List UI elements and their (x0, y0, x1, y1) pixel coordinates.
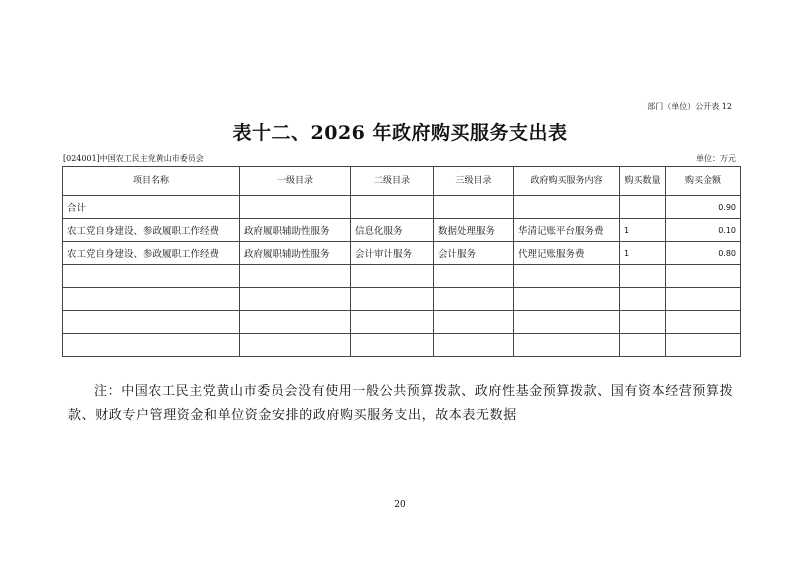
cell-level2: 会计审计服务 (351, 242, 434, 265)
cell-project-name (63, 334, 240, 357)
cell-level3 (434, 196, 514, 219)
cell-level1 (240, 265, 351, 288)
table-row (63, 311, 741, 334)
cell-project-name: 农工党自身建设、参政履职工作经费 (63, 242, 240, 265)
cell-amount (666, 311, 741, 334)
cell-quantity: 1 (620, 219, 666, 242)
cell-level2 (351, 288, 434, 311)
cell-level1 (240, 334, 351, 357)
header-level1: 一级目录 (240, 167, 351, 196)
cell-project-name: 农工党自身建设、参政履职工作经费 (63, 219, 240, 242)
table-header-row (63, 167, 741, 196)
cell-content (514, 311, 620, 334)
cell-level2 (351, 196, 434, 219)
table-row (63, 334, 741, 357)
cell-level1 (240, 311, 351, 334)
cell-content (514, 288, 620, 311)
table-row (63, 288, 741, 311)
cell-level1: 政府履职辅助性服务 (240, 242, 351, 265)
cell-amount: 0.10 (666, 219, 741, 242)
cell-project-name: 合计 (63, 196, 240, 219)
cell-quantity (620, 288, 666, 311)
cell-level2: 信息化服务 (351, 219, 434, 242)
cell-amount: 0.90 (666, 196, 741, 219)
cell-content (514, 265, 620, 288)
cell-level3 (434, 311, 514, 334)
cell-content: 代理记账服务费 (514, 242, 620, 265)
cell-level3: 数据处理服务 (434, 219, 514, 242)
cell-amount (666, 334, 741, 357)
form-number: 部门（单位）公开表 12 (647, 102, 732, 111)
cell-level3: 会计服务 (434, 242, 514, 265)
cell-amount (666, 265, 741, 288)
cell-level3 (434, 265, 514, 288)
cell-amount: 0.80 (666, 242, 741, 265)
cell-level1 (240, 288, 351, 311)
page-title: 表十二、2026 年政府购买服务支出表 (232, 122, 568, 144)
table-row (63, 196, 741, 219)
table-row (63, 242, 741, 265)
cell-quantity (620, 334, 666, 357)
cell-level3 (434, 334, 514, 357)
cell-level1 (240, 196, 351, 219)
header-content: 政府购买服务内容 (514, 167, 620, 196)
header-project-name: 项目名称 (63, 167, 240, 196)
table-row (63, 219, 741, 242)
cell-quantity (620, 196, 666, 219)
cell-content (514, 196, 620, 219)
cell-project-name (63, 288, 240, 311)
cell-content: 华清记账平台服务费 (514, 219, 620, 242)
header-level2: 二级目录 (351, 167, 434, 196)
header-amount: 购买金额 (666, 167, 741, 196)
cell-project-name (63, 265, 240, 288)
header-quantity: 购买数量 (620, 167, 666, 196)
cell-quantity (620, 265, 666, 288)
footnote: 注：中国农工民主党黄山市委员会没有使用一般公共预算拨款、政府性基金预算拨款、国有资本经营预算拨款、财政专户管理资金和单位资金安排的政府购买服务支出，故本表无数据 (68, 384, 734, 423)
cell-level1: 政府履职辅助性服务 (240, 219, 351, 242)
department-label: [024001]中国农工民主党黄山市委员会 (63, 154, 204, 163)
unit-label: 单位：万元 (696, 154, 736, 163)
table-row (63, 265, 741, 288)
cell-level2 (351, 265, 434, 288)
cell-level2 (351, 334, 434, 357)
cell-level2 (351, 311, 434, 334)
header-level3: 三级目录 (434, 167, 514, 196)
cell-project-name (63, 311, 240, 334)
page-number: 20 (394, 500, 406, 510)
cell-level3 (434, 288, 514, 311)
cell-content (514, 334, 620, 357)
purchase-services-table (62, 166, 741, 357)
cell-amount (666, 288, 741, 311)
cell-quantity: 1 (620, 242, 666, 265)
cell-quantity (620, 311, 666, 334)
